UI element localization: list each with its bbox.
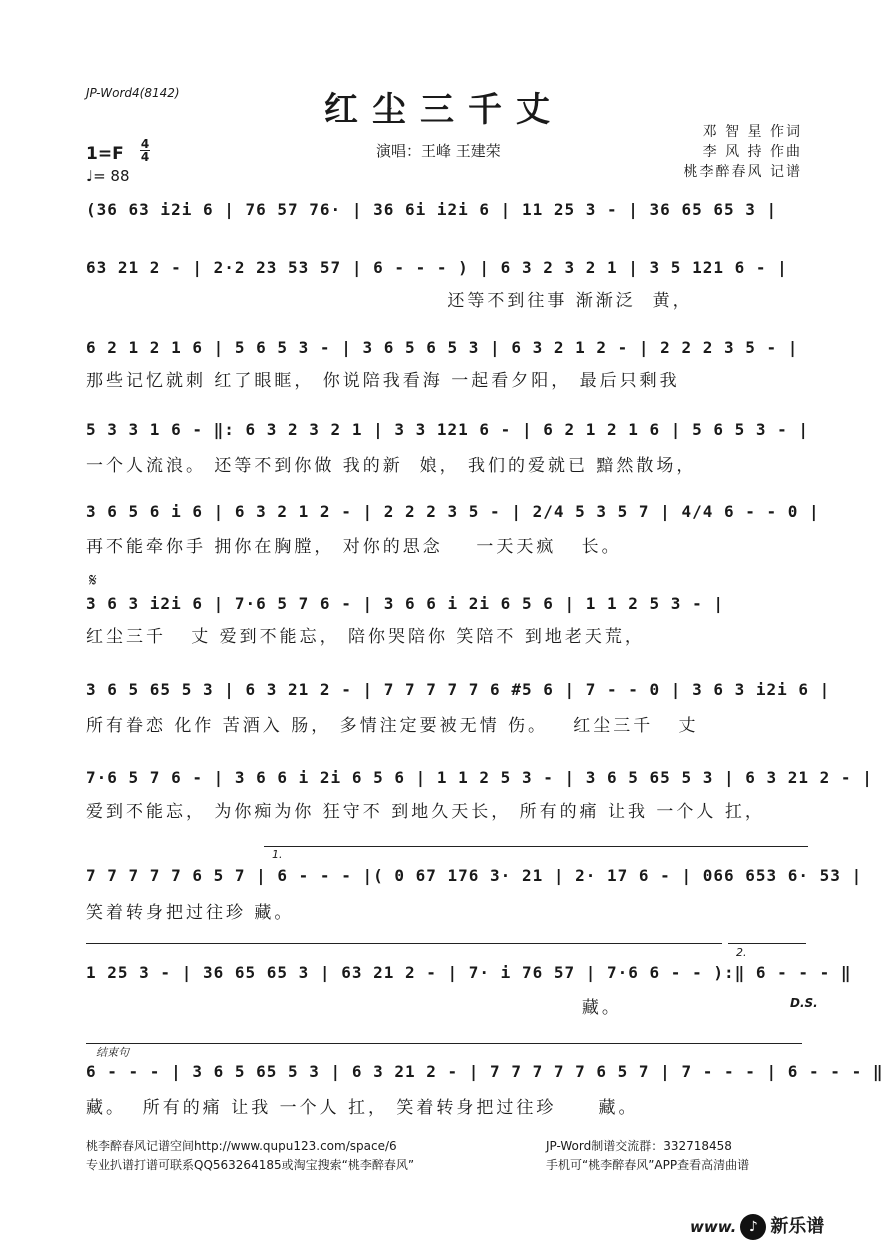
- footer-contact: 专业扒谱打谱可联系QQ563264185或淘宝搜索“桃李醉春风”: [86, 1158, 415, 1172]
- singer-info: 演唱：王峰 王建荣: [376, 142, 501, 160]
- site-logo: [690, 1212, 824, 1240]
- volta-2-label: 2.: [736, 946, 747, 959]
- credits: [672, 122, 802, 182]
- transcriber: 桃李醉春风 记谱: [683, 164, 802, 180]
- lyric-row: 一个人流浪。 还等不到你做 我的新 娘， 我们的爱就已 黯然散场，: [86, 456, 697, 476]
- lyric-row: 再不能牵你手 拥你在胸膛， 对你的思念 一天天疯 长。: [86, 537, 622, 557]
- footer-app: 手机可“桃李醉春风”APP查看高清曲谱: [546, 1158, 750, 1172]
- tempo-mark: ♩= 88: [86, 167, 130, 185]
- volta-1-continuation-line: [86, 943, 722, 944]
- coda-line: [86, 1043, 802, 1044]
- time-signature: [140, 138, 150, 163]
- lyric-row: 笑着转身把过往珍 藏。: [86, 903, 295, 923]
- lyric-row: 那些记忆就刺 红了眼眶， 你说陪我看海 一起看夕阳， 最后只剩我: [86, 371, 680, 391]
- logo-prefix: www.: [690, 1218, 737, 1236]
- time-bottom: 4: [140, 150, 150, 164]
- song-title: 红尘三千丈: [324, 90, 564, 130]
- notation-row: 6 2 1 2 1 6 | 5 6 5 3 - | 3 6 5 6 5 3 | 6 3 2 1 2 - | 2 2 2 3 5 - |: [86, 338, 799, 357]
- notation-row: (36 63 i2i 6 | 76 57 76· | 36 6i i2i 6 | 11 25 3 - | 36 65 65 3 |: [86, 200, 778, 219]
- composer: 李 风 持 作曲: [702, 144, 802, 160]
- time-top: 4: [140, 137, 150, 151]
- notation-row: 1 25 3 - | 36 65 65 3 | 63 21 2 - | 7· i 76 57 | 7·6 6 - - ):‖ 6 - - - ‖: [86, 963, 852, 982]
- software-label: JP-Word4(8142): [86, 86, 180, 100]
- notation-row: 3 6 5 65 5 3 | 6 3 21 2 - | 7 7 7 7 7 6 #5 6 | 7 - - 0 | 3 6 3 i2i 6 |: [86, 680, 831, 699]
- segno-mark: 𝄋: [89, 570, 97, 591]
- music-note-icon: ♪: [740, 1214, 766, 1240]
- notation-row: 6 - - - | 3 6 5 65 5 3 | 6 3 21 2 - | 7 7 7 7 7 6 5 7 | 7 - - - | 6 - - - ‖: [86, 1062, 884, 1081]
- key-signature: 1=F: [86, 144, 124, 164]
- notation-row: 3 6 5 6 i 6 | 6 3 2 1 2 - | 2 2 2 3 5 - | 2/4 5 3 5 7 | 4/4 6 - - 0 |: [86, 502, 820, 521]
- notation-row: 3 6 3 i2i 6 | 7·6 5 7 6 - | 3 6 6 i 2i 6 5 6 | 1 1 2 5 3 - |: [86, 594, 724, 613]
- footer-website: 桃李醉春风记谱空间http://www.qupu123.com/space/6: [86, 1139, 397, 1153]
- lyric-row: 所有眷恋 化作 苦酒入 肠， 多情注定要被无情 伤。 红尘三千 丈: [86, 716, 699, 736]
- notation-row: 7·6 5 7 6 - | 3 6 6 i 2i 6 5 6 | 1 1 2 5 3 - | 3 6 5 65 5 3 | 6 3 21 2 - |: [86, 768, 873, 787]
- notation-row: 63 21 2 - | 2·2 23 53 57 | 6 - - - ) | 6 3 2 3 2 1 | 3 5 121 6 - |: [86, 258, 788, 277]
- lyric-row: 藏。 所有的痛 让我 一个人 扛， 笑着转身把过往珍 藏。: [86, 1098, 639, 1118]
- notation-row: 7 7 7 7 7 6 5 7 | 6 - - - |( 0 67 176 3· 21 | 2· 17 6 - | 066 653 6· 53 |: [86, 866, 863, 885]
- lyric-row: 还等不到往事 渐渐泛 黄，: [86, 291, 693, 311]
- coda-label: 结束句: [96, 1046, 129, 1059]
- volta-2-line: [728, 943, 806, 944]
- notation-row: 5 3 3 1 6 - ‖: 6 3 2 3 2 1 | 3 3 121 6 - | 6 2 1 2 1 6 | 5 6 5 3 - |: [86, 420, 810, 439]
- lyric-row: 藏。: [86, 998, 622, 1018]
- footer-right: [546, 1137, 749, 1175]
- footer-group: JP-Word制谱交流群：332718458: [546, 1139, 732, 1153]
- volta-1-line: [264, 846, 808, 847]
- lyric-row: 红尘三千 丈 爱到不能忘， 陪你哭陪你 笑陪不 到地老天荒，: [86, 627, 645, 647]
- footer-left: [86, 1137, 414, 1175]
- lyricist: 邓 智 星 作词: [702, 124, 802, 140]
- lyric-row: 爱到不能忘， 为你痴为你 狂守不 到地久天长， 所有的痛 让我 一个人 扛，: [86, 802, 765, 822]
- logo-text: 新乐谱: [770, 1216, 825, 1237]
- ds-mark: D.S.: [790, 996, 818, 1010]
- volta-1-label: 1.: [272, 848, 283, 861]
